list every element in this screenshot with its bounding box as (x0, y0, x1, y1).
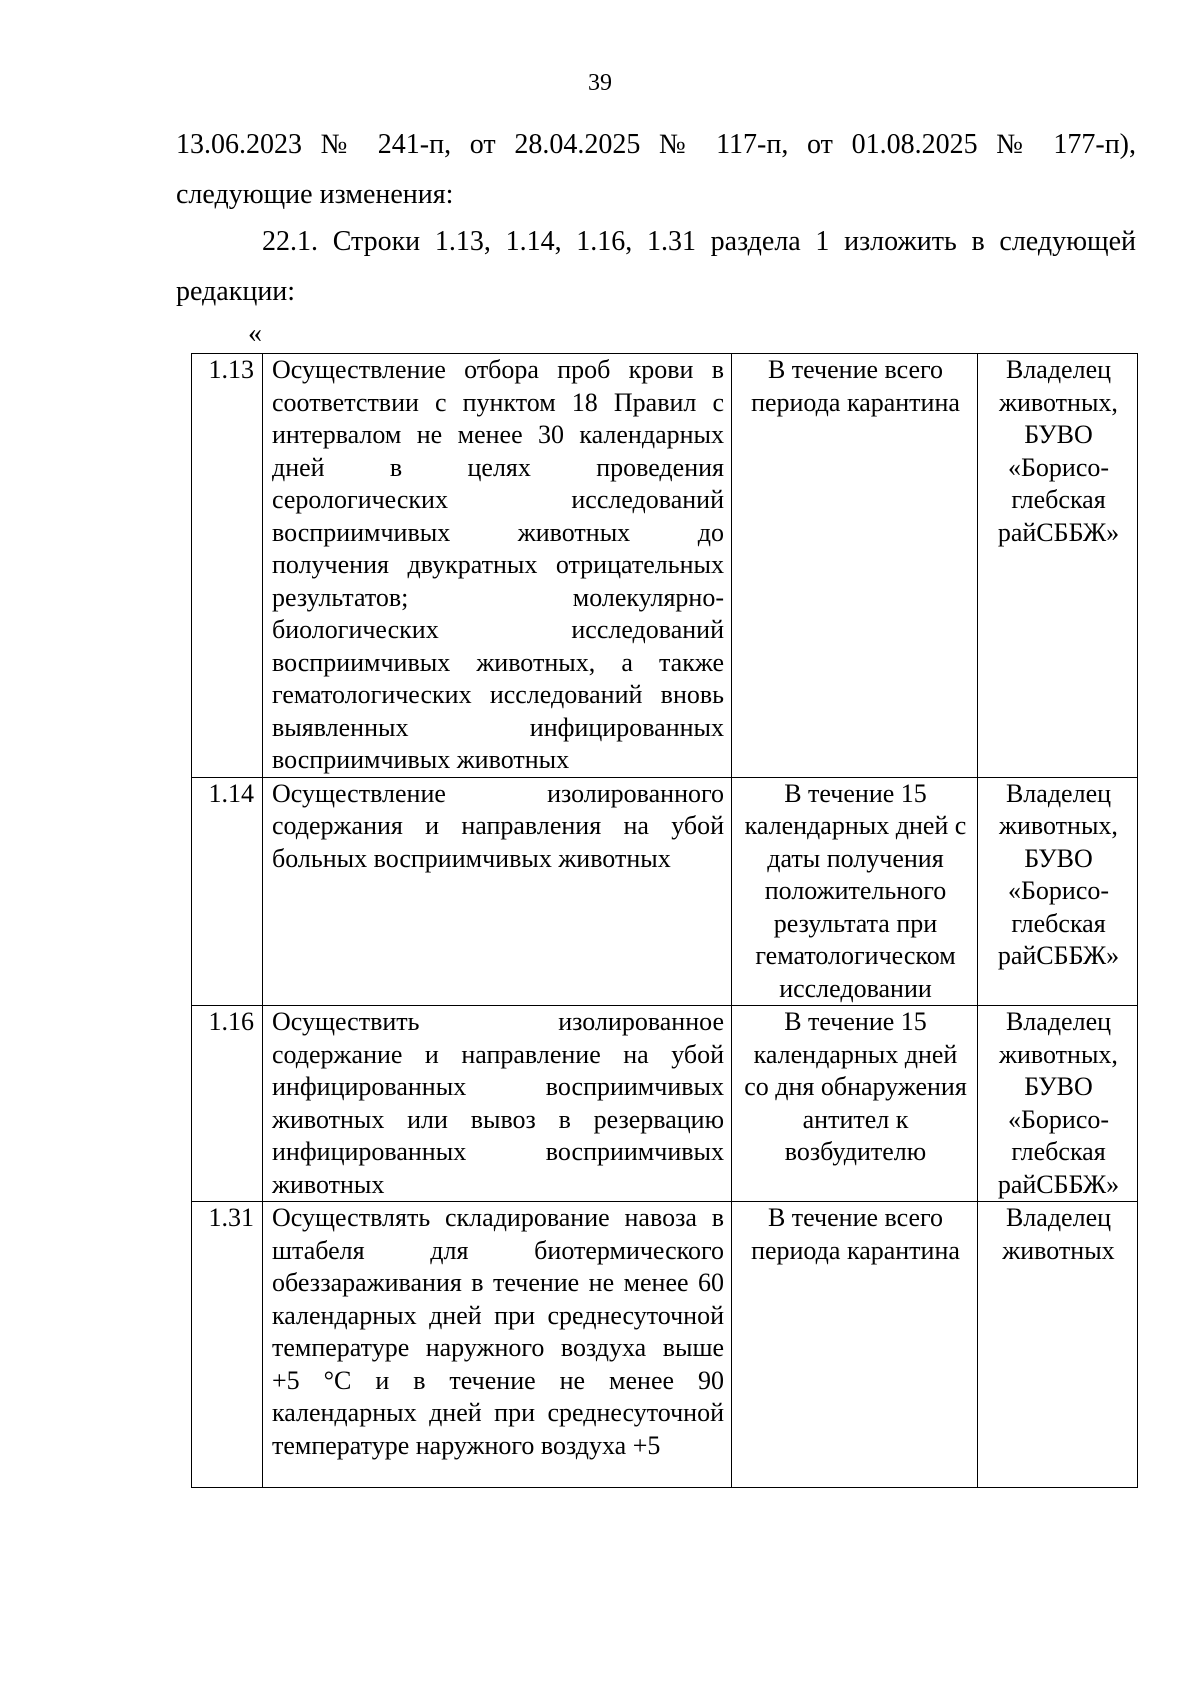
row-action: Осуществление отбора проб крови в соответствии с пунктом 18 Правил с интервалом не менее 30 календарных дней в целях проведения серологических исследований восприимчивых животных до получения двукратных отрицательных результатов; молекулярно-биологических исследований восприимчивых животных, а также гематологических исследований вновь выявленных инфицированных восприимчивых животных (263, 354, 732, 778)
row-term: В течение всего периода карантина (732, 354, 978, 778)
table-row-1-13 (192, 354, 1138, 778)
amendments-table (191, 353, 1138, 1488)
row-responsible: Владелец животных, БУВО «Борисо-глебская райСББЖ» (978, 777, 1138, 1006)
row-action: Осуществление изолированного содержания и направления на убой больных восприимчивых животных (263, 777, 732, 1006)
row-action: Осуществлять складирование навоза в штабеля для биотермического обеззараживания в течение не менее 60 календарных дней при среднесуточной температуре наружного воздуха выше +5 °C и в течение не менее 90 календарных дней при среднесуточной температуре наружного воздуха +5 (263, 1202, 732, 1488)
intro-line-2: следующие изменения: (176, 179, 454, 210)
intro-line-1: 13.06.2023 № 241-п, от 28.04.2025 № 117-п, от 01.08.2025 № 177-п), (176, 129, 1136, 160)
instruction-line-2: редакции: (176, 276, 296, 307)
row-responsible: Владелец животных, БУВО «Борисо-глебская райСББЖ» (978, 1006, 1138, 1202)
intro-paragraph (176, 120, 1136, 220)
table-row-1-16 (192, 1006, 1138, 1202)
row-number: 1.31 (192, 1202, 263, 1488)
table-row-1-14 (192, 777, 1138, 1006)
row-responsible: Владелец животных (978, 1202, 1138, 1488)
row-term: В течение 15 календарных дней с даты получения положительного результата при гематологическом исследовании (732, 777, 978, 1006)
row-responsible: Владелец животных, БУВО «Борисо-глебская райСББЖ» (978, 354, 1138, 778)
page-number: 39 (588, 70, 612, 96)
row-action: Осуществить изолированное содержание и направление на убой инфицированных восприимчивых животных или вывоз в резервацию инфицированных восприимчивых животных (263, 1006, 732, 1202)
table-row-1-31 (192, 1202, 1138, 1488)
row-number: 1.13 (192, 354, 263, 778)
opening-quote-mark: « (248, 318, 262, 349)
row-term: В течение всего периода карантина (732, 1202, 978, 1488)
row-term: В течение 15 календарных дней со дня обнаружения антител к возбудителю (732, 1006, 978, 1202)
row-number: 1.16 (192, 1006, 263, 1202)
row-number: 1.14 (192, 777, 263, 1006)
instruction-paragraph (176, 217, 1136, 317)
instruction-line-1: 22.1. Строки 1.13, 1.14, 1.16, 1.31 раздела 1 изложить в следующей (262, 226, 1136, 257)
